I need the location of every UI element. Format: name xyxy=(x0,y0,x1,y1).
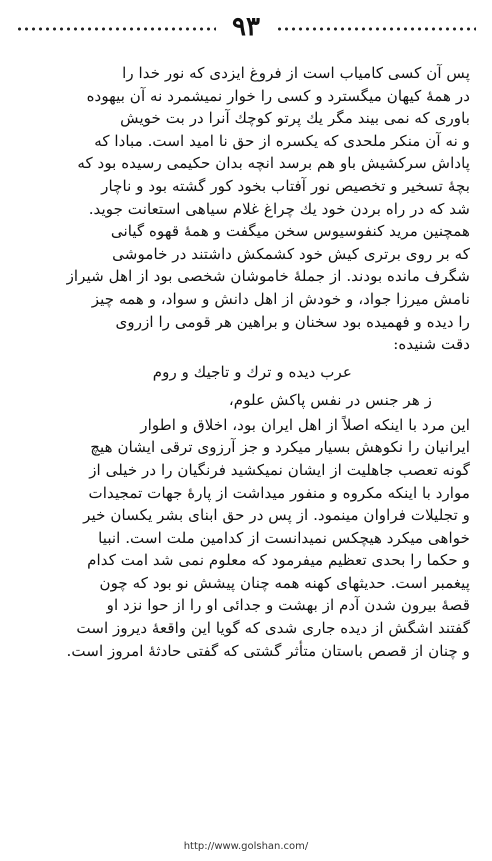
header-ornament-right xyxy=(276,25,476,33)
text-line: را دیده و فهمیده بود سخنان و براهین هر قومی را ازروی xyxy=(115,312,470,331)
text-line: و حکما را بحدی تعظیم میفرمود که معلوم نمی شد امت کدام xyxy=(87,551,470,570)
body-text xyxy=(22,62,470,662)
text-line: ایرانیان را نکوهش بسیار میکرد و جز آرزوی ترقی ایشان هیچ xyxy=(90,438,470,457)
header-ornament-left xyxy=(16,25,216,33)
text-line: این مرد با اینکه اصلاً از اهل ایران بود، اخلاق و اطوار xyxy=(140,415,470,434)
text-line: و چنان از قصص باستان متأثر گشتی که گفتی حادثهٔ امروز است. xyxy=(66,641,470,660)
text-line: موارد با اینکه مکروه و منفور میداشت از پارهٔ جهات تمجیدات xyxy=(88,483,470,502)
text-line: و تجلیلات فراوان مینمود. از پس در حق ابنای بشر یکسان خیر xyxy=(83,506,470,525)
page-header xyxy=(16,14,476,44)
text-line: دقت شنیده: xyxy=(393,335,470,354)
text-line: بچهٔ تسخیر و تخصیص نور آفتاب بخود کور گشته بود و ناچار xyxy=(101,176,470,195)
text-line: پیغمبر است. حدیثهای کهنه همه چنان پیشش نو بود که چون xyxy=(99,573,470,592)
text-line: خواهی میکرد هیچکس نمیدانست از کدامین ملت است. انبیا xyxy=(98,528,470,547)
text-line: و نه آن منکر ملحدی که یکسره از حق نا امید است. مبادا که xyxy=(94,131,470,150)
text-line: پاداش سرکشیش باو هم برسد انچه بدان حکیمی رسیده بود که xyxy=(77,154,470,173)
verse-line: ز هر جنس در نفس پاکش علوم، xyxy=(228,390,432,409)
text-line: گفتند اشگش از دیده جاری شدی که گویا این واقعهٔ دیروز است xyxy=(76,619,470,638)
text-line: باوری که نمی بیند مگر یك پرتو کوچك آنرا در بت خویش xyxy=(120,109,470,128)
text-line: گونه تعصب جاهلیت از ایشان نمیکشید فرنگیان را در خیلی از xyxy=(89,460,470,479)
text-line: پس آن کسی کامیاب است از فروغ ایزدی که نور خدا را xyxy=(122,64,470,82)
verse xyxy=(22,358,470,414)
text-line: قصهٔ بیرون شدن آدم از بهشت و جدائی او را از حوا نزد او xyxy=(106,596,470,615)
text-line: همچنین مرید کنفوسیوس سخن میگفت و همهٔ قهوه گیانی xyxy=(110,222,470,241)
text-line: نامش میرزا جواد، و خودش از اهل دانش و سواد، و همه چیز xyxy=(91,289,470,308)
page-number: ۹۳ xyxy=(232,12,260,42)
paragraph xyxy=(22,414,470,663)
verse-line: عرب دیده و ترك و تاجیك و روم xyxy=(152,362,352,381)
text-line: که بر روی برتری کیش خود کشمکش داشتند در خاموشی xyxy=(112,244,470,263)
text-line: شگرف مانده بودند. از جملهٔ خاموشان شخصی بود از اهل شیراز xyxy=(66,267,470,286)
text-line: در همهٔ کیهان میگسترد و کسی را خوار نمیشمرد نه آن بیهوده xyxy=(86,86,470,105)
paragraph xyxy=(22,62,470,220)
paragraph xyxy=(22,220,470,356)
footer-url: http://www.golshan.com/ xyxy=(183,841,309,852)
text-line: شد که در راه بردن خود یك چراغ غلام سیاهی استعانت جوید. xyxy=(88,199,470,218)
